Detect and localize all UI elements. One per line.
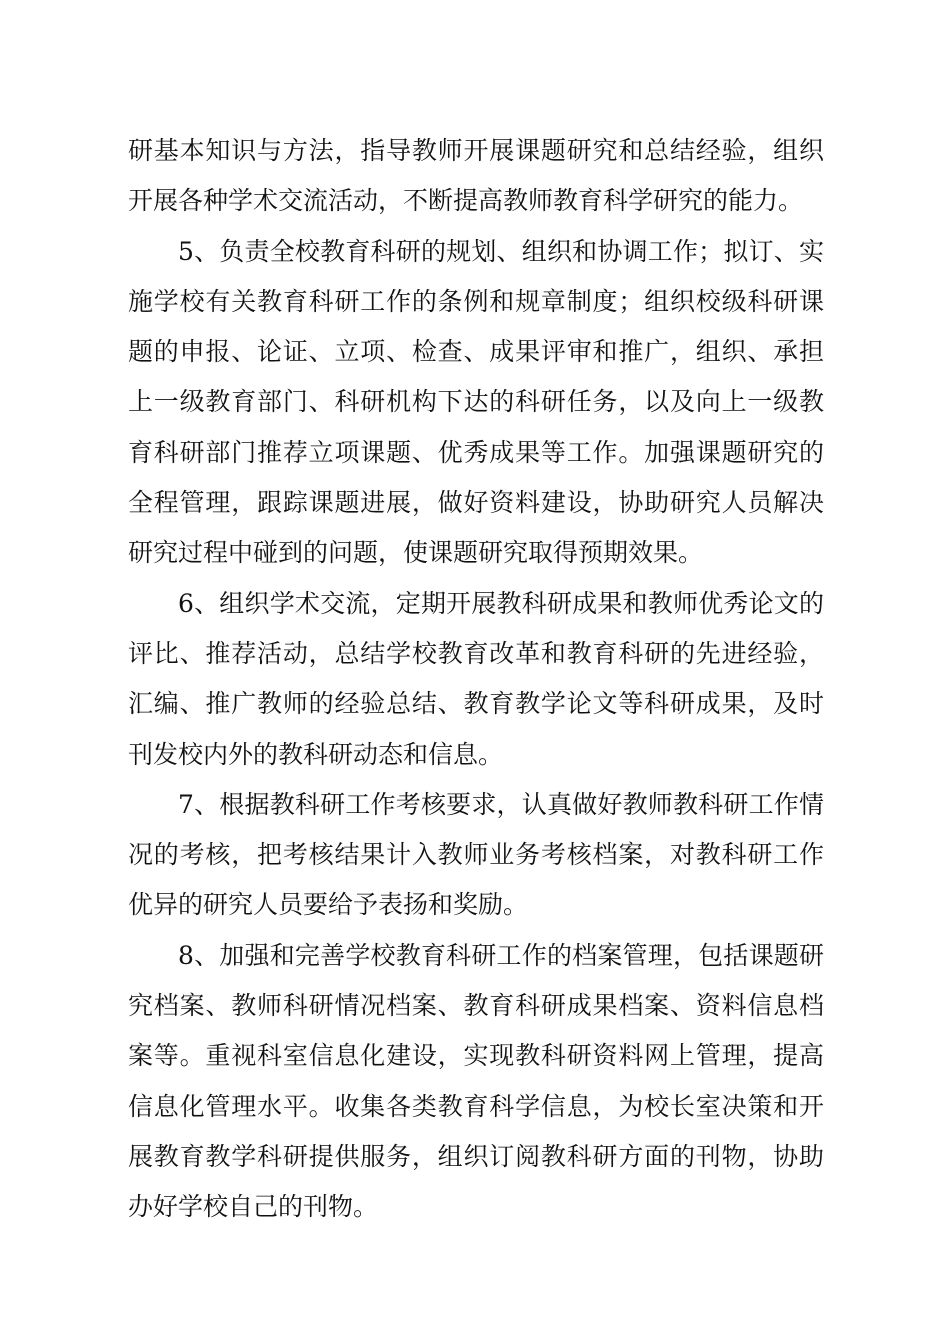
paragraph-item-8: 8、加强和完善学校教育科研工作的档案管理，包括课题研究档案、教师科研情况档案、教育科研成果档案、资料信息档案等。重视科室信息化建设，实现教科研资料网上管理，提高信息化管理水平。收集各类教育科学信息，为校长室决策和开展教育教学科研提供服务，组织订阅教科研方面的刊物，协助办好学校自己的刊物。 xyxy=(128,940,824,1222)
paragraph-item-5: 5、负责全校教育科研的规划、组织和协调工作；拟订、实施学校有关教育科研工作的条例和规章制度；组织校级科研课题的申报、论证、立项、检查、成果评审和推广，组织、承担上一级教育部门、科研机构下达的科研任务，以及向上一级教育科研部门推荐立项课题、优秀成果等工作。加强课题研究的全程管理，跟踪课题进展，做好资料建设，协助研究人员解决研究过程中碰到的问题，使课题研究取得预期效果。 xyxy=(128,236,824,568)
paragraph-item-7: 7、根据教科研工作考核要求，认真做好教师教科研工作情况的考核，把考核结果计入教师业务考核档案，对教科研工作优异的研究人员要给予表扬和奖励。 xyxy=(128,789,824,920)
paragraph-continuation: 研基本知识与方法，指导教师开展课题研究和总结经验，组织开展各种学术交流活动，不断提高教师教育科学研究的能力。 xyxy=(128,136,824,216)
document-body xyxy=(128,126,824,1233)
paragraph-item-6: 6、组织学术交流，定期开展教科研成果和教师优秀论文的评比、推荐活动，总结学校教育改革和教育科研的先进经验，汇编、推广教师的经验总结、教育教学论文等科研成果，及时刊发校内外的教科研动态和信息。 xyxy=(128,588,824,769)
